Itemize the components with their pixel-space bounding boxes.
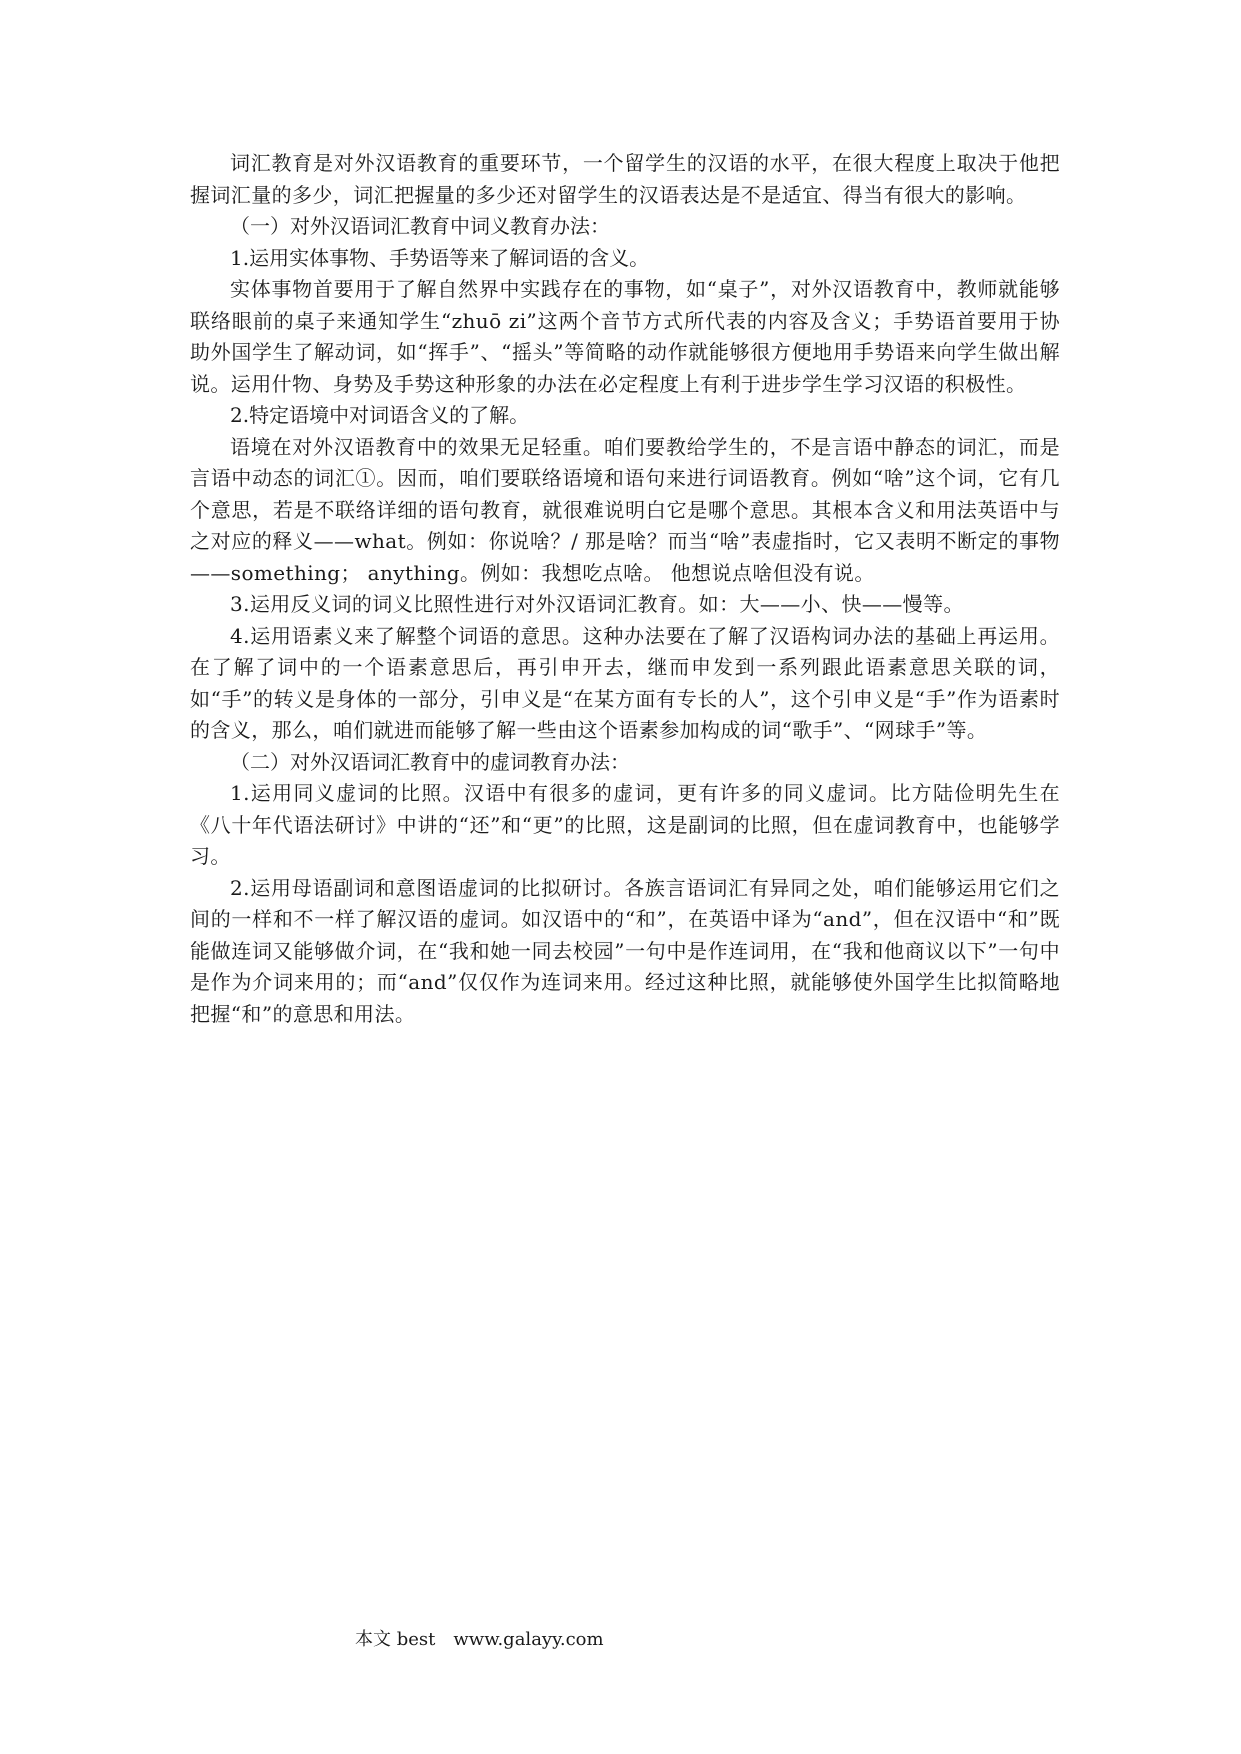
subheading-1-2: 2.特定语境中对词语含义的了解。 [230, 403, 530, 427]
paragraph-1-4: 4.运用语素义来了解整个词语的意思。这种办法要在了解了汉语构词办法的基础上再运用。在了解了词中的一个语素意思后，再引申开去，继而申发到一系列跟此语素意思关联的词，如“手”的转义是身体的一部分，引申义是“在某方面有专长的人”，这个引申义是“手”作为语素时的含义，那么，咱们就进而能够了解一些由这个语素参加构成的词“歌手”、“网球手”等。 [190, 623, 1060, 742]
paragraph-1-3: 3.运用反义词的词义比照性进行对外汉语词汇教育。如：大——小、快——慢等。 [230, 592, 964, 616]
paragraph-1-1: 实体事物首要用于了解自然界中实践存在的事物，如“桌子”，对外汉语教育中，教师就能够联络眼前的桌子来通知学生“zhuō zi”这两个音节方式所代表的内容及含义；手势语首要用于协助外国学生了解动词，如“挥手”、“摇头”等简略的动作就能够很方便地用手势语来向学生做出解说。运用什物、身势及手势这种形象的办法在必定程度上有利于进步学生学习汉语的积极性。 [190, 277, 1060, 396]
paragraph-2-1: 1.运用同义虚词的比照。汉语中有很多的虚词，更有许多的同义虚词。比方陆俭明先生在《八十年代语法研讨》中讲的“还”和“更”的比照，这是副词的比照，但在虚词教育中，也能够学习。 [190, 781, 1060, 868]
section-heading-1: （一）对外汉语词汇教育中词义教育办法： [230, 214, 610, 238]
paragraph-1-2: 语境在对外汉语教育中的效果无足轻重。咱们要教给学生的，不是言语中静态的词汇，而是言语中动态的词汇①。因而，咱们要联络语境和语句来进行词语教育。例如“啥”这个词，它有几个意思，若是不联络详细的语句教育，就很难说明白它是哪个意思。其根本含义和用法英语中与之对应的释义——what。例如：你说啥？/ 那是啥？而当“啥”表虚指时，它又表明不断定的事物——something； anything。例如：我想吃点啥。 他想说点啥但没有说。 [190, 434, 1060, 585]
page-footer [355, 1628, 622, 1652]
document-body [190, 148, 1060, 1030]
subheading-1-1: 1.运用实体事物、手势语等来了解词语的含义。 [230, 245, 650, 270]
footer-label: 本文 best [355, 1629, 436, 1650]
paragraph-2-2: 2.运用母语副词和意图语虚词的比拟研讨。各族言语词汇有异同之处，咱们能够运用它们之间的一样和不一样了解汉语的虚词。如汉语中的“和”，在英语中译为“and”，但在汉语中“和”既能做连词又能够做介词，在“我和她一同去校园”一句中是作连词用，在“我和他商议以下”一句中是作为介词来用的；而“and”仅仅作为连词来用。经过这种比照，就能够使外国学生比拟简略地把握“和”的意思和用法。 [190, 875, 1060, 1026]
intro-paragraph: 词汇教育是对外汉语教育的重要环节，一个留学生的汉语的水平，在很大程度上取决于他把握词汇量的多少，词汇把握量的多少还对留学生的汉语表达是不是适宜、得当有很大的影响。 [190, 151, 1060, 207]
section-heading-2: （二）对外汉语词汇教育中的虚词教育办法： [230, 749, 630, 774]
footer-url: www.galayy.com [453, 1629, 604, 1650]
